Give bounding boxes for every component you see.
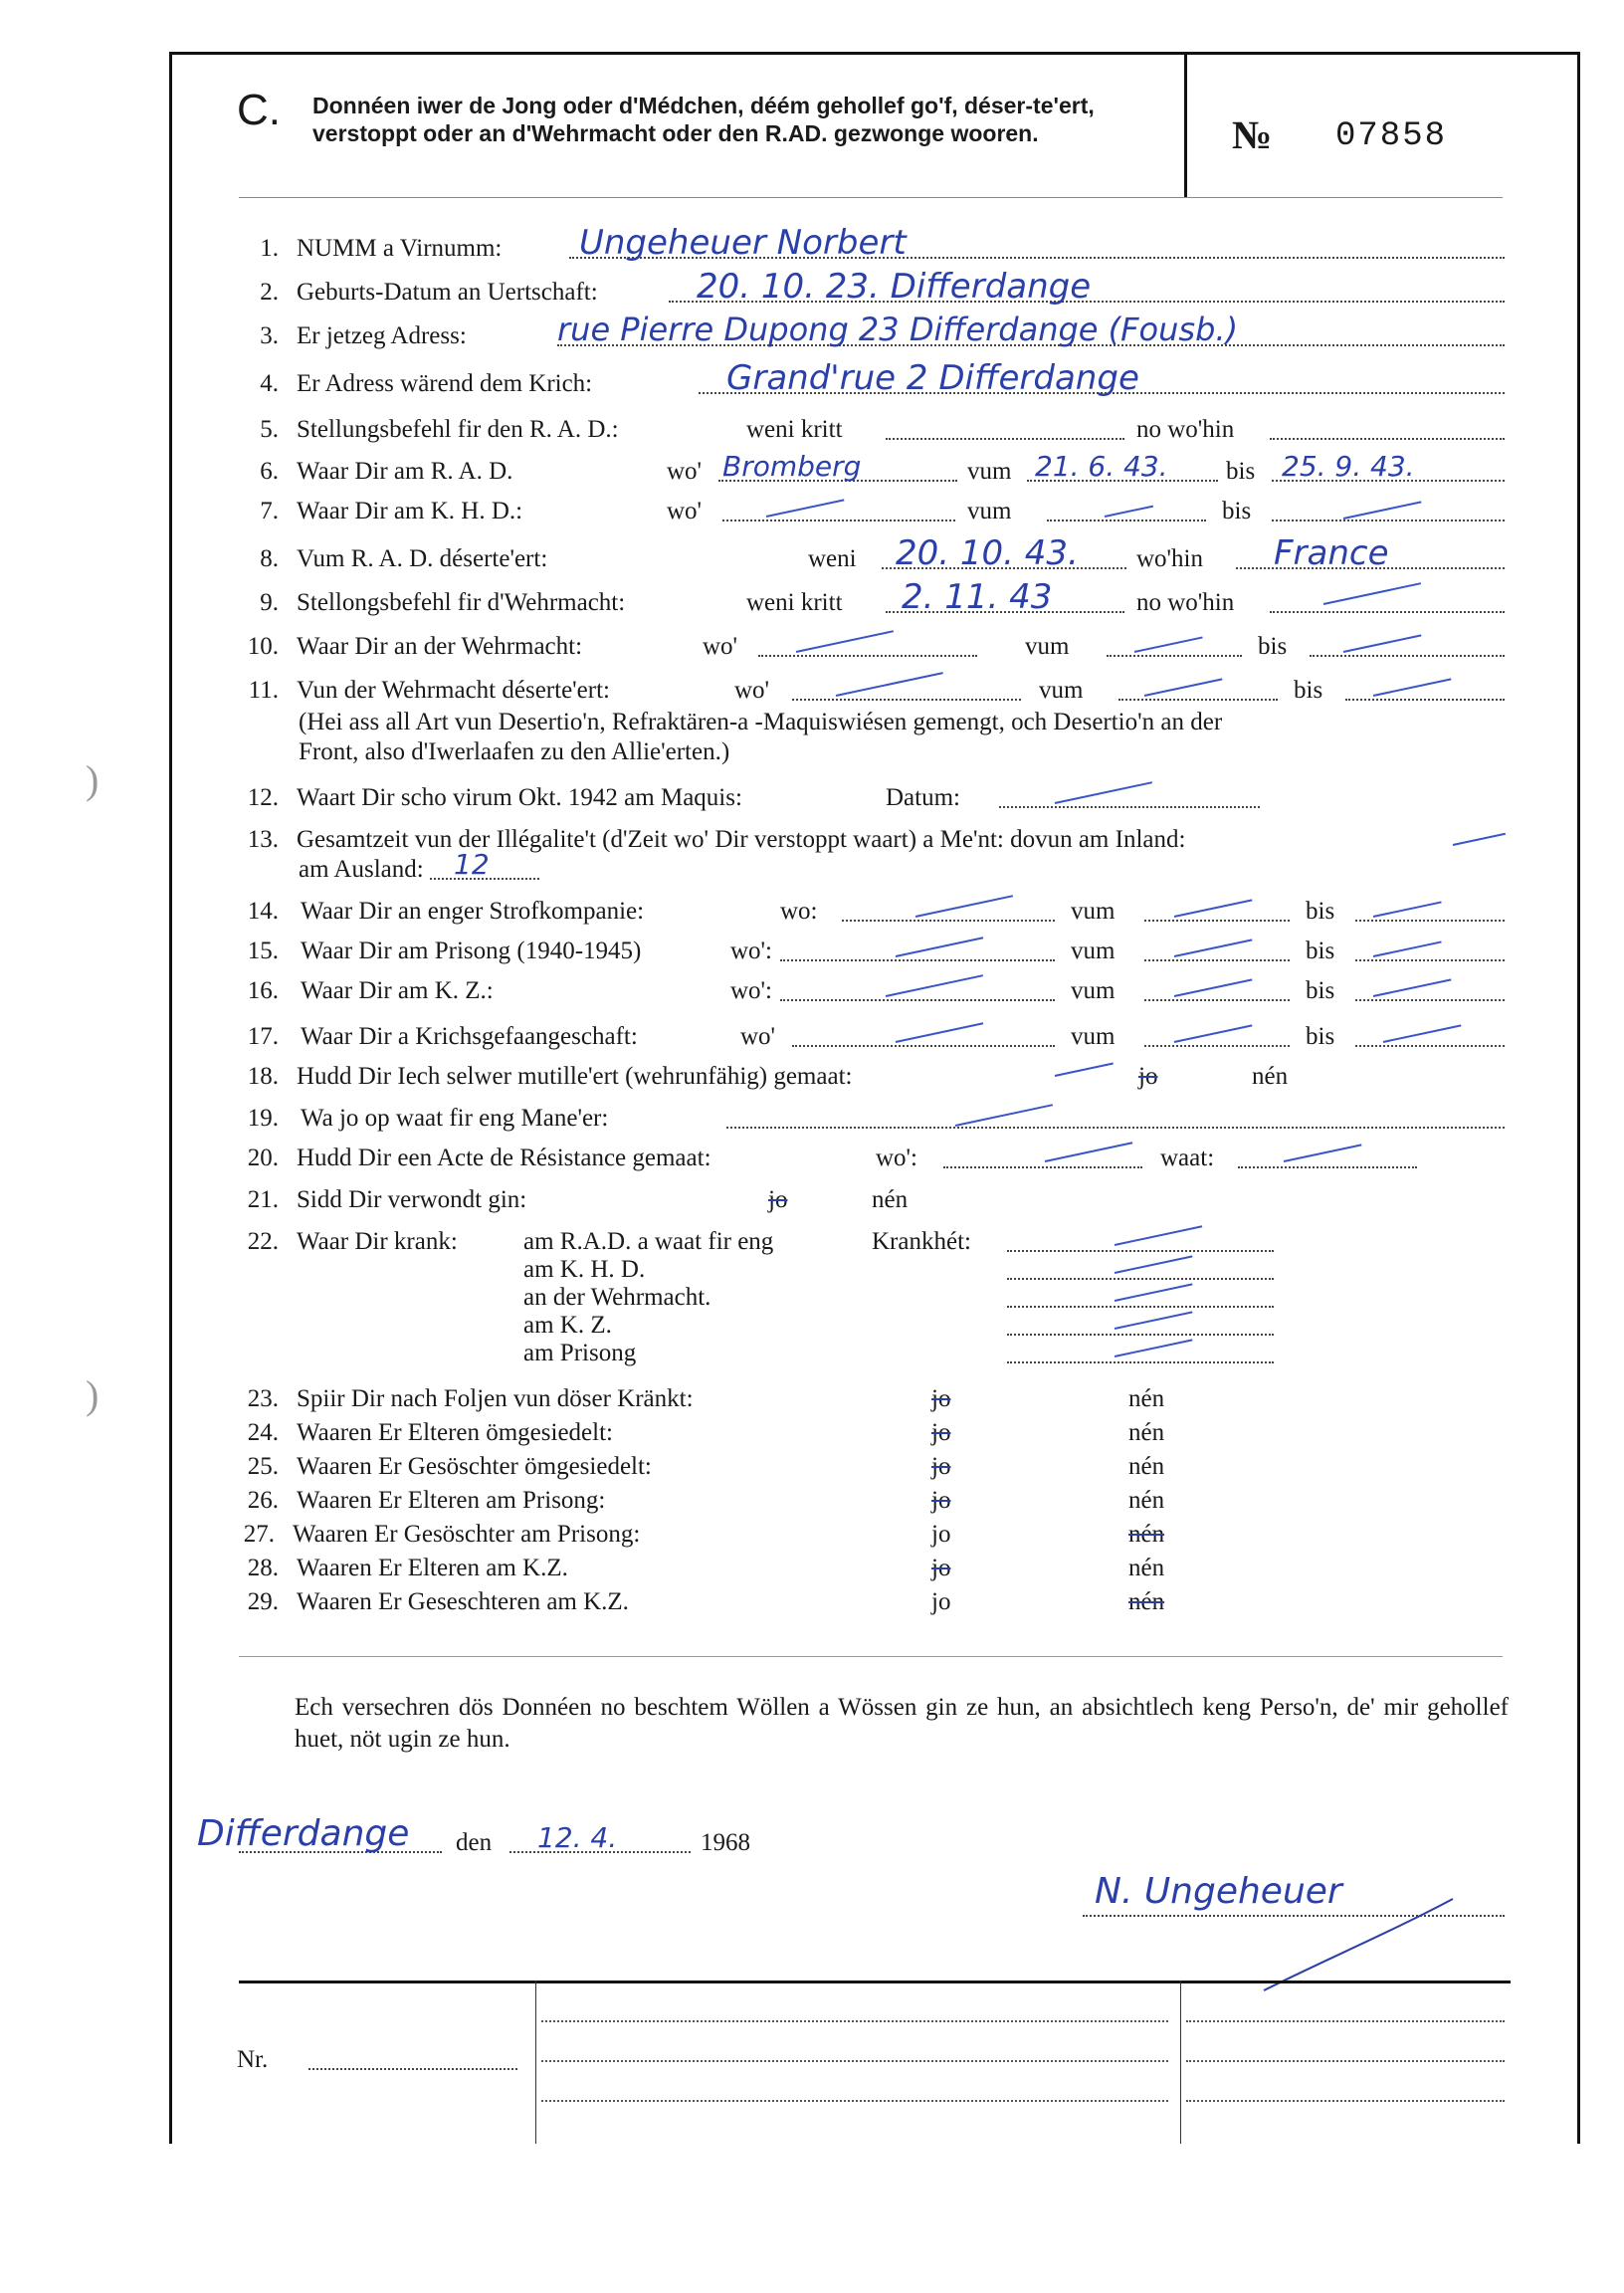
header-divider	[1184, 52, 1187, 197]
row-number: 29.	[247, 1588, 279, 1615]
option-yes[interactable]: jo	[1138, 1063, 1158, 1090]
label-when: weni kritt	[746, 416, 843, 443]
row-22-sub	[0, 1340, 1624, 1373]
label-where: wo':	[876, 1145, 918, 1171]
row-15	[0, 938, 1624, 971]
number-sign: №	[1232, 112, 1273, 157]
row-number: 9.	[260, 589, 279, 616]
row-16	[0, 977, 1624, 1011]
row-number: 17.	[247, 1023, 279, 1050]
office-line[interactable]	[1186, 2020, 1505, 2022]
row-9	[0, 577, 1624, 623]
fill-line[interactable]	[1270, 416, 1505, 440]
blank-dash	[1453, 833, 1506, 846]
row-14	[0, 898, 1624, 932]
label-where: wo':	[730, 977, 773, 1004]
row-number: 10.	[247, 633, 279, 660]
row-5	[0, 416, 1624, 450]
row-label: Hudd Dir een Acte de Résistance gemaat:	[297, 1145, 711, 1171]
row-26	[0, 1487, 1624, 1521]
fill-line[interactable]	[1047, 498, 1206, 521]
row-number: 25.	[247, 1453, 279, 1480]
label-abroad: am Ausland:	[299, 856, 424, 883]
row-label: Waaren Er Elteren am Prisong:	[297, 1487, 606, 1514]
row-19	[0, 1105, 1624, 1139]
row-label: Stellungsbefehl fir den R. A. D.:	[297, 416, 619, 443]
row-note: Front, also d'Iwerlaafen zu den Allie'erten.)	[299, 738, 730, 765]
fill-line[interactable]	[1144, 938, 1290, 961]
row-note: (Hei ass all Art vun Desertio'n, Refraktären-a -Maquiswiésen gemengt, och Desertio'n an der	[299, 709, 1223, 735]
option-no[interactable]: nén	[1128, 1419, 1165, 1446]
row-number: 19.	[247, 1105, 279, 1132]
sub-label: am K. H. D.	[523, 1256, 646, 1283]
fill-line[interactable]	[1118, 677, 1278, 701]
label-illness: Krankhét:	[872, 1228, 971, 1255]
label-where: wo:	[780, 898, 818, 925]
handwritten-place: Differdange	[197, 1813, 410, 1854]
handwritten-destination: France	[1274, 533, 1389, 573]
option-no[interactable]: nén	[872, 1186, 909, 1213]
row-1	[0, 223, 1624, 269]
row-11	[0, 677, 1624, 711]
row-number: 4.	[260, 370, 279, 397]
row-number: 20.	[247, 1145, 279, 1171]
fill-line[interactable]	[1345, 677, 1505, 701]
label-where: no wo'hin	[1136, 589, 1235, 616]
row-label: NUMM a Virnumm:	[297, 235, 503, 262]
row-number: 7.	[260, 498, 279, 524]
label-where: wo'	[667, 458, 703, 485]
row-label: Waar Dir am R. A. D.	[297, 458, 513, 485]
row-17	[0, 1023, 1624, 1057]
margin-mark: )	[86, 1372, 100, 1417]
option-no[interactable]: nén	[1128, 1487, 1165, 1514]
row-number: 3.	[260, 322, 279, 349]
label-to: bis	[1222, 498, 1252, 524]
office-line[interactable]	[541, 2020, 1168, 2022]
row-label: Er jetzeg Adress:	[297, 322, 467, 349]
row-28	[0, 1555, 1624, 1588]
row-23	[0, 1385, 1624, 1419]
handwritten-desertion-date: 20. 10. 43.	[896, 533, 1079, 573]
row-label: Geburts-Datum an Uertschaft:	[297, 279, 598, 306]
option-yes[interactable]: jo	[768, 1186, 788, 1213]
row-label: Waar Dir a Krichsgefaangeschaft:	[301, 1023, 638, 1050]
label-what: waat:	[1160, 1145, 1215, 1171]
fill-line[interactable]	[1144, 898, 1290, 922]
row-label: Wa jo op waat fir eng Mane'er:	[301, 1105, 609, 1132]
label-to: bis	[1306, 938, 1335, 964]
header-separator	[239, 197, 1503, 198]
row-number: 13.	[247, 826, 279, 853]
option-yes[interactable]: jo	[931, 1453, 951, 1480]
label-from: vum	[1071, 898, 1116, 925]
row-20	[0, 1145, 1624, 1178]
office-line[interactable]	[1186, 2060, 1505, 2062]
label-where-to: wo'hin	[1136, 545, 1204, 572]
row-4	[0, 358, 1624, 404]
handwritten-name: Ungeheuer Norbert	[579, 223, 907, 263]
section-title: Donnéen iwer de Jong oder d'Médchen, déém gehollef go'f, déser-te'ert, verstoppt oder an d'Wehrmacht oder den R.AD. gezwonge wooren.	[312, 93, 1095, 146]
row-10	[0, 633, 1624, 667]
margin-mark: )	[86, 757, 100, 802]
option-no[interactable]: nén	[1128, 1588, 1165, 1615]
fill-line[interactable]	[780, 938, 1055, 961]
signature: N. Ungeheuer	[1095, 1871, 1342, 1912]
handwritten-months: 12	[454, 848, 490, 881]
label-to: bis	[1306, 977, 1335, 1004]
option-yes[interactable]: jo	[931, 1555, 951, 1581]
label-from: vum	[1025, 633, 1070, 660]
row-11-note	[0, 709, 1624, 742]
label-when: weni kritt	[746, 589, 843, 616]
row-13	[0, 826, 1624, 860]
row-number: 28.	[247, 1555, 279, 1581]
fill-line[interactable]	[726, 1105, 1505, 1129]
row-number: 11.	[248, 677, 279, 704]
row-label: Sidd Dir verwondt gin:	[297, 1186, 527, 1213]
office-line[interactable]	[541, 2100, 1168, 2102]
label-from: vum	[1071, 977, 1116, 1004]
fill-line[interactable]	[1238, 1145, 1417, 1168]
row-number: 8.	[260, 545, 279, 572]
fill-line[interactable]	[1144, 1023, 1290, 1047]
option-no[interactable]: nén	[1128, 1453, 1165, 1480]
row-13-cont	[0, 848, 1624, 890]
label-where: wo'	[740, 1023, 776, 1050]
row-number: 15.	[247, 938, 279, 964]
row-label: Waar Dir krank:	[297, 1228, 458, 1255]
option-no[interactable]: nén	[1252, 1063, 1289, 1090]
row-25	[0, 1453, 1624, 1487]
row-12	[0, 784, 1624, 818]
row-number: 2.	[260, 279, 279, 306]
row-label: Hudd Dir Iech selwer mutille'ert (wehrunfähig) gemaat:	[297, 1063, 853, 1090]
row-number: 1.	[260, 235, 279, 262]
handwritten-war-address: Grand'rue 2 Differdange	[726, 358, 1139, 398]
place-date-line	[0, 1813, 1624, 1863]
label-year: 1968	[701, 1829, 750, 1856]
row-3	[0, 311, 1624, 356]
row-label: Waaren Er Gesöschter ömgesiedelt:	[297, 1453, 652, 1480]
row-label: Vum R. A. D. déserte'ert:	[297, 545, 548, 572]
row-7	[0, 498, 1624, 531]
row-label: Spiir Dir nach Foljen vun döser Kränkt:	[297, 1385, 694, 1412]
fill-line[interactable]	[308, 2046, 517, 2070]
label-where: wo'	[734, 677, 770, 704]
office-line[interactable]	[541, 2060, 1168, 2062]
row-number: 16.	[247, 977, 279, 1004]
label-from: vum	[1071, 938, 1116, 964]
label-to: bis	[1294, 677, 1323, 704]
row-label: Waar Dir an der Wehrmacht:	[297, 633, 583, 660]
row-label: Waaren Er Geseschteren am K.Z.	[297, 1588, 629, 1615]
sub-label: an der Wehrmacht.	[523, 1284, 711, 1311]
label-to: bis	[1306, 898, 1335, 925]
row-label: Waar Dir an enger Strofkompanie:	[301, 898, 645, 925]
fill-line[interactable]	[1355, 938, 1505, 961]
option-yes[interactable]: jo	[931, 1487, 951, 1514]
declaration-separator	[239, 1656, 1503, 1657]
label-rad: am R.A.D. a waat fir eng	[523, 1228, 774, 1255]
handwritten-order-date: 2. 11. 43	[902, 577, 1053, 617]
row-label: Waaren Er Elteren ömgesiedelt:	[297, 1419, 613, 1446]
label-date: Datum:	[886, 784, 960, 811]
form-number: 07858	[1335, 117, 1448, 155]
label-den: den	[456, 1829, 493, 1856]
fill-line[interactable]	[1355, 1023, 1505, 1047]
handwritten-place: Bromberg	[722, 450, 862, 483]
fill-line[interactable]	[1355, 898, 1505, 922]
label-when: weni	[808, 545, 857, 572]
row-24	[0, 1419, 1624, 1453]
blank-dash	[1055, 1063, 1114, 1077]
label-to: bis	[1226, 458, 1256, 485]
row-number: 5.	[260, 416, 279, 443]
label-where: wo'	[667, 498, 703, 524]
option-yes[interactable]: jo	[931, 1588, 951, 1615]
handwritten-address: rue Pierre Dupong 23 Differdange (Fousb.)	[557, 311, 1239, 348]
handwritten-date-to: 25. 9. 43.	[1282, 450, 1415, 483]
label-where: no wo'hin	[1136, 416, 1235, 443]
row-label: Waar Dir am K. H. D.:	[297, 498, 523, 524]
option-no[interactable]: nén	[1128, 1385, 1165, 1412]
row-label: Vun der Wehrmacht déserte'ert:	[297, 677, 610, 704]
sub-label: am Prisong	[523, 1340, 637, 1366]
handwritten-birth: 20. 10. 23. Differdange	[697, 267, 1092, 307]
fill-line[interactable]	[1107, 633, 1242, 657]
row-number: 26.	[247, 1487, 279, 1514]
label-nr: Nr.	[237, 2046, 269, 2073]
row-label: Gesamtzeit vun der Illégalite't (d'Zeit wo' Dir verstoppt waart) a Me'nt: dovun am Inland:	[297, 826, 1186, 853]
fill-line[interactable]	[943, 1145, 1142, 1168]
row-27	[0, 1521, 1624, 1555]
label-from: vum	[1071, 1023, 1116, 1050]
row-number: 22.	[247, 1228, 279, 1255]
fill-line[interactable]	[886, 416, 1124, 440]
label-to: bis	[1306, 1023, 1335, 1050]
row-label: Waar Dir am K. Z.:	[301, 977, 494, 1004]
row-29	[0, 1588, 1624, 1622]
office-line[interactable]	[1186, 2100, 1505, 2102]
label-from: vum	[967, 458, 1012, 485]
row-6	[0, 450, 1624, 492]
fill-line[interactable]	[1355, 977, 1505, 1001]
section-letter: C.	[237, 86, 281, 134]
handwritten-date: 12. 4.	[537, 1821, 618, 1854]
row-number: 23.	[247, 1385, 279, 1412]
label-from: vum	[1039, 677, 1084, 704]
row-21	[0, 1186, 1624, 1220]
declaration-text: Ech versechren dös Donnéen no beschtem Wöllen a Wössen gin ze hun, an absichtlech keng Perso'n, de' mir gehollef huet, nöt ugin ze hun.	[295, 1694, 1509, 1753]
row-number: 12.	[247, 784, 279, 811]
row-label: Er Adress wärend dem Krich:	[297, 370, 593, 397]
row-8	[0, 533, 1624, 579]
option-no[interactable]: nén	[1128, 1555, 1165, 1581]
option-yes[interactable]: jo	[931, 1521, 951, 1548]
row-number: 18.	[247, 1063, 279, 1090]
row-number: 24.	[247, 1419, 279, 1446]
row-2	[0, 267, 1624, 313]
option-yes[interactable]: jo	[931, 1419, 951, 1446]
handwritten-date-from: 21. 6. 43.	[1035, 450, 1168, 483]
option-yes[interactable]: jo	[931, 1385, 951, 1412]
row-label: Waaren Er Elteren am K.Z.	[297, 1555, 568, 1581]
row-number: 14.	[247, 898, 279, 925]
sub-label: am K. Z.	[523, 1312, 612, 1339]
option-no[interactable]: nén	[1128, 1521, 1165, 1548]
row-label: Waaren Er Gesöschter am Prisong:	[293, 1521, 641, 1548]
nr-line	[0, 2046, 1624, 2080]
row-label: Waar Dir am Prisong (1940-1945)	[301, 938, 642, 964]
row-18	[0, 1063, 1624, 1097]
row-number: 27.	[243, 1521, 275, 1548]
row-11-note	[0, 738, 1624, 772]
fill-line[interactable]	[1144, 977, 1290, 1001]
fill-line[interactable]	[1270, 589, 1505, 613]
label-from: vum	[967, 498, 1012, 524]
row-number: 21.	[247, 1186, 279, 1213]
label-where: wo':	[730, 938, 773, 964]
label-where: wo'	[703, 633, 738, 660]
row-label: Stellongsbefehl fir d'Wehrmacht:	[297, 589, 626, 616]
label-to: bis	[1258, 633, 1288, 660]
row-label: Waart Dir scho virum Okt. 1942 am Maquis:	[297, 784, 742, 811]
row-number: 6.	[260, 458, 279, 485]
